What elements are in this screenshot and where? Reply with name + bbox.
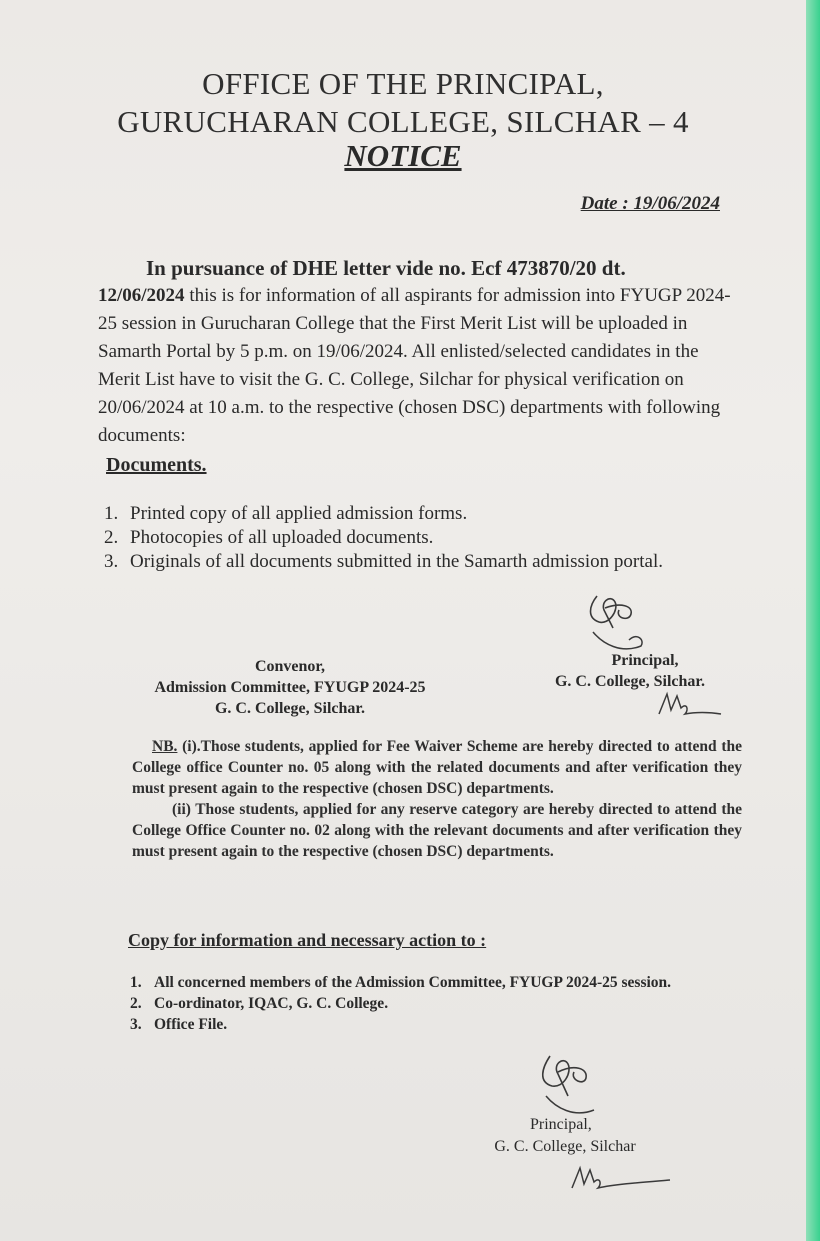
body-lead: In pursuance of DHE letter vide no. Ecf 473870/20 dt. [146,256,626,280]
nb-text-2: Those students, applied for any reserve category are hereby directed to attend the College Office Counter no. 02 along with the relevant documents and after verification they must present again to the respective (chosen DSC) departments. [132,801,742,860]
principal-college: G. C. College, Silchar. [554,673,706,690]
office-heading: OFFICE OF THE PRINCIPAL, [202,66,604,101]
copy-list [130,972,750,1035]
list-number: 1. [104,503,119,524]
convenor-committee: Admission Committee, FYUGP 2024-25 [154,679,426,696]
green-background-edge [806,0,820,1241]
nb-item-1 [132,736,742,799]
documents-heading: Documents. [106,454,207,476]
list-item [130,1014,750,1035]
nb-label-2: (ii) [172,801,191,818]
principal-title: Principal, [611,652,679,669]
list-item [130,993,750,1014]
list-number: 3. [130,1016,142,1033]
list-number: 2. [130,995,142,1012]
notice-body [98,254,738,450]
principal-signature-block [510,650,750,692]
nb-text-1: (i).Those students, applied for Fee Waiver Scheme are hereby directed to attend the College office Counter no. 05 along with the related documents and after verification they must present again to the respective (chosen DSC) departments. [132,738,742,797]
documents-list [104,502,663,574]
list-item [104,526,663,550]
list-text: Printed copy of all applied admission forms. [130,503,468,524]
list-number: 2. [104,527,119,548]
list-item [104,550,663,574]
nb-section [132,736,742,862]
college-heading: GURUCHARAN COLLEGE, SILCHAR – 4 [117,104,689,139]
notice-title: NOTICE [344,138,462,173]
principal-bottom-college: G. C. College, Silchar [494,1138,636,1155]
nb-item-2 [132,799,742,862]
list-item [130,972,750,993]
body-lead-date: 12/06/2024 [98,285,185,306]
list-text: Originals of all documents submitted in the Samarth admission portal. [130,551,663,572]
convenor-signature-block [120,656,460,719]
nb-label: NB. [152,738,178,755]
copy-heading: Copy for information and necessary action to : [128,930,487,950]
list-text: Office File. [154,1016,228,1033]
initials-signature [655,688,725,722]
principal-bottom-title: Principal, [530,1116,592,1133]
list-item [104,502,663,526]
notice-date: Date : 19/06/2024 [580,193,720,214]
list-text: All concerned members of the Admission Committee, FYUGP 2024-25 session. [154,974,672,991]
body-text: this is for information of all aspirants for admission into FYUGP 2024-25 session in Gurucharan College that the First Merit List will be uploaded in Samarth Portal by 5 p.m. on 19/06/2024. All enlisted/selected candidates in the Merit List have to visit the G. C. College, Silchar for physical verification on 20/06/2024 at 10 a.m. to the respective (chosen DSC) departments with following documents: [98,285,731,446]
principal-signature-bottom [522,1050,612,1124]
list-text: Photocopies of all uploaded documents. [130,527,434,548]
list-number: 3. [104,551,119,572]
principal-bottom-block [470,1114,660,1158]
list-number: 1. [130,974,142,991]
initials-signature-bottom [566,1160,676,1196]
convenor-college: G. C. College, Silchar. [214,700,366,717]
convenor-title: Convenor, [254,658,326,675]
list-text: Co-ordinator, IQAC, G. C. College. [154,995,389,1012]
